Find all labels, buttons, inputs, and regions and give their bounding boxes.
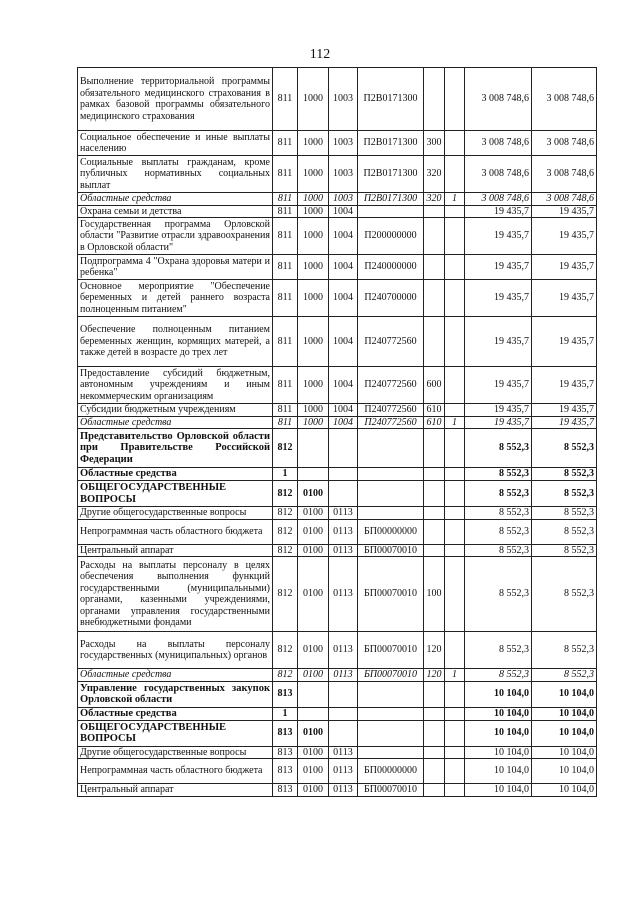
row-sum-2: 8 552,3: [532, 429, 597, 468]
row-podrazdel-code: 0113: [329, 759, 358, 784]
row-sum-2: 3 008 748,6: [532, 193, 597, 206]
row-source-code: [445, 468, 465, 481]
row-sum-2: 10 104,0: [532, 746, 597, 759]
table-row: [78, 557, 597, 632]
page-number: 112: [309, 47, 331, 62]
row-vedomstvo-code: 811: [273, 193, 298, 206]
row-sum-1: 10 104,0: [465, 720, 532, 746]
row-vedomstvo-code: 813: [273, 759, 298, 784]
row-vedomstvo-code: 811: [273, 404, 298, 417]
row-razdel-code: [298, 681, 329, 707]
row-podrazdel-code: 1004: [329, 416, 358, 429]
row-vedomstvo-code: 811: [273, 416, 298, 429]
row-name: Охрана семьи и детства: [78, 205, 273, 218]
row-sum-2: 8 552,3: [532, 669, 597, 682]
row-name: Областные средства: [78, 468, 273, 481]
row-expense-type-code: [424, 507, 445, 520]
row-podrazdel-code: 0113: [329, 507, 358, 520]
row-target-article-code: [358, 720, 424, 746]
row-expense-type-code: [424, 544, 445, 557]
row-target-article-code: БП00070010: [358, 784, 424, 797]
row-expense-type-code: [424, 317, 445, 367]
row-sum-2: 10 104,0: [532, 759, 597, 784]
row-podrazdel-code: 1003: [329, 156, 358, 193]
row-vedomstvo-code: 811: [273, 367, 298, 404]
row-target-article-code: П240772560: [358, 317, 424, 367]
row-sum-1: 10 104,0: [465, 746, 532, 759]
row-vedomstvo-code: 811: [273, 205, 298, 218]
row-name: Непрограммная часть областного бюджета: [78, 519, 273, 544]
row-name: Расходы на выплаты персоналу государственных (муниципальных) органов: [78, 632, 273, 669]
row-source-code: [445, 317, 465, 367]
row-name: Подпрограмма 4 "Охрана здоровья матери и ребенка": [78, 255, 273, 280]
row-sum-1: 8 552,3: [465, 544, 532, 557]
row-sum-1: 19 435,7: [465, 317, 532, 367]
row-podrazdel-code: [329, 681, 358, 707]
row-sum-2: 19 435,7: [532, 280, 597, 317]
row-vedomstvo-code: 811: [273, 68, 298, 131]
row-sum-1: 10 104,0: [465, 784, 532, 797]
row-razdel-code: 1000: [298, 404, 329, 417]
row-target-article-code: П2В0171300: [358, 193, 424, 206]
row-vedomstvo-code: 812: [273, 519, 298, 544]
row-podrazdel-code: 1004: [329, 280, 358, 317]
table-row: [78, 544, 597, 557]
row-sum-2: 19 435,7: [532, 205, 597, 218]
row-target-article-code: [358, 707, 424, 720]
row-razdel-code: 1000: [298, 280, 329, 317]
row-expense-type-code: 300: [424, 131, 445, 156]
table-row: [78, 131, 597, 156]
row-expense-type-code: 100: [424, 557, 445, 632]
row-podrazdel-code: 0113: [329, 519, 358, 544]
row-target-article-code: П240772560: [358, 416, 424, 429]
row-sum-1: 19 435,7: [465, 404, 532, 417]
row-expense-type-code: 120: [424, 669, 445, 682]
row-expense-type-code: [424, 481, 445, 507]
row-podrazdel-code: 1003: [329, 193, 358, 206]
row-razdel-code: 1000: [298, 416, 329, 429]
row-target-article-code: [358, 681, 424, 707]
row-vedomstvo-code: 1: [273, 707, 298, 720]
row-sum-2: 8 552,3: [532, 557, 597, 632]
row-source-code: [445, 131, 465, 156]
row-expense-type-code: [424, 707, 445, 720]
row-name: Основное мероприятие "Обеспечение беременных и детей раннего возраста полноценным питанием": [78, 280, 273, 317]
row-razdel-code: 1000: [298, 193, 329, 206]
row-target-article-code: П240772560: [358, 404, 424, 417]
row-source-code: [445, 156, 465, 193]
row-vedomstvo-code: 811: [273, 255, 298, 280]
row-sum-2: 19 435,7: [532, 404, 597, 417]
table-row: [78, 218, 597, 255]
row-vedomstvo-code: 813: [273, 720, 298, 746]
row-name: Областные средства: [78, 193, 273, 206]
row-expense-type-code: [424, 280, 445, 317]
row-sum-1: 8 552,3: [465, 507, 532, 520]
row-target-article-code: БП00000000: [358, 519, 424, 544]
row-source-code: [445, 507, 465, 520]
row-expense-type-code: [424, 68, 445, 131]
row-razdel-code: 0100: [298, 481, 329, 507]
row-sum-1: 8 552,3: [465, 481, 532, 507]
row-razdel-code: 0100: [298, 669, 329, 682]
row-source-code: [445, 255, 465, 280]
row-source-code: [445, 218, 465, 255]
row-sum-2: 19 435,7: [532, 218, 597, 255]
row-name: Субсидии бюджетным учреждениям: [78, 404, 273, 417]
row-name: Областные средства: [78, 669, 273, 682]
budget-table: [77, 67, 597, 797]
table-row: [78, 468, 597, 481]
row-expense-type-code: 610: [424, 416, 445, 429]
row-source-code: [445, 707, 465, 720]
table-row: [78, 404, 597, 417]
row-sum-2: 19 435,7: [532, 255, 597, 280]
table-row: [78, 746, 597, 759]
row-vedomstvo-code: 811: [273, 218, 298, 255]
table-row: [78, 632, 597, 669]
row-target-article-code: [358, 481, 424, 507]
row-target-article-code: П240000000: [358, 255, 424, 280]
row-razdel-code: 1000: [298, 255, 329, 280]
row-name: Центральный аппарат: [78, 784, 273, 797]
row-sum-1: 8 552,3: [465, 429, 532, 468]
row-podrazdel-code: [329, 707, 358, 720]
row-podrazdel-code: 0113: [329, 557, 358, 632]
table-row: [78, 156, 597, 193]
row-podrazdel-code: 0113: [329, 746, 358, 759]
row-expense-type-code: [424, 759, 445, 784]
row-sum-1: 8 552,3: [465, 632, 532, 669]
table-row: [78, 507, 597, 520]
row-podrazdel-code: 0113: [329, 632, 358, 669]
row-name: ОБЩЕГОСУДАРСТВЕННЫЕ ВОПРОСЫ: [78, 481, 273, 507]
row-sum-1: 19 435,7: [465, 205, 532, 218]
row-target-article-code: [358, 746, 424, 759]
row-razdel-code: 0100: [298, 720, 329, 746]
row-name: Представительство Орловской области при Правительстве Российской Федерации: [78, 429, 273, 468]
row-podrazdel-code: 0113: [329, 544, 358, 557]
row-razdel-code: 1000: [298, 131, 329, 156]
row-sum-2: 10 104,0: [532, 681, 597, 707]
row-podrazdel-code: [329, 481, 358, 507]
row-sum-2: 3 008 748,6: [532, 131, 597, 156]
row-source-code: [445, 557, 465, 632]
row-podrazdel-code: 1004: [329, 255, 358, 280]
row-vedomstvo-code: 812: [273, 669, 298, 682]
row-vedomstvo-code: 813: [273, 784, 298, 797]
row-sum-1: 3 008 748,6: [465, 131, 532, 156]
row-vedomstvo-code: 812: [273, 481, 298, 507]
table-row: [78, 519, 597, 544]
row-vedomstvo-code: 811: [273, 317, 298, 367]
row-name: ОБЩЕГОСУДАРСТВЕННЫЕ ВОПРОСЫ: [78, 720, 273, 746]
row-source-code: 1: [445, 193, 465, 206]
row-target-article-code: БП00070010: [358, 632, 424, 669]
row-name: Обеспечение полноценным питанием беременных женщин, кормящих матерей, а также детей в возрасте до трех лет: [78, 317, 273, 367]
row-source-code: [445, 429, 465, 468]
row-sum-2: 8 552,3: [532, 544, 597, 557]
table-row: [78, 193, 597, 206]
row-source-code: [445, 681, 465, 707]
row-vedomstvo-code: 811: [273, 156, 298, 193]
row-podrazdel-code: [329, 429, 358, 468]
row-podrazdel-code: 0113: [329, 784, 358, 797]
row-sum-2: 3 008 748,6: [532, 68, 597, 131]
row-sum-1: 19 435,7: [465, 416, 532, 429]
row-expense-type-code: 600: [424, 367, 445, 404]
row-sum-2: 8 552,3: [532, 507, 597, 520]
table-row: [78, 759, 597, 784]
row-expense-type-code: [424, 429, 445, 468]
row-sum-1: 19 435,7: [465, 218, 532, 255]
row-target-article-code: П2В0171300: [358, 131, 424, 156]
row-name: Областные средства: [78, 707, 273, 720]
row-razdel-code: 1000: [298, 367, 329, 404]
row-razdel-code: 0100: [298, 632, 329, 669]
table-row: [78, 205, 597, 218]
table-row: [78, 255, 597, 280]
table-row: [78, 720, 597, 746]
row-sum-1: 3 008 748,6: [465, 156, 532, 193]
row-vedomstvo-code: 812: [273, 544, 298, 557]
row-podrazdel-code: 1004: [329, 367, 358, 404]
row-target-article-code: БП00000000: [358, 759, 424, 784]
row-vedomstvo-code: 1: [273, 468, 298, 481]
row-vedomstvo-code: 812: [273, 557, 298, 632]
table-row: [78, 784, 597, 797]
row-source-code: [445, 720, 465, 746]
row-target-article-code: [358, 507, 424, 520]
row-expense-type-code: [424, 519, 445, 544]
row-vedomstvo-code: 813: [273, 681, 298, 707]
row-expense-type-code: 120: [424, 632, 445, 669]
row-razdel-code: 0100: [298, 519, 329, 544]
row-target-article-code: [358, 205, 424, 218]
row-source-code: [445, 784, 465, 797]
row-sum-2: 10 104,0: [532, 707, 597, 720]
row-name: Управление государственных закупок Орловской области: [78, 681, 273, 707]
row-expense-type-code: [424, 746, 445, 759]
table-row: [78, 429, 597, 468]
table-row: [78, 416, 597, 429]
row-podrazdel-code: 0113: [329, 669, 358, 682]
row-razdel-code: [298, 468, 329, 481]
row-sum-2: 10 104,0: [532, 784, 597, 797]
row-source-code: 1: [445, 669, 465, 682]
row-razdel-code: 0100: [298, 557, 329, 632]
row-target-article-code: [358, 468, 424, 481]
row-razdel-code: [298, 707, 329, 720]
row-name: Социальное обеспечение и иные выплаты населению: [78, 131, 273, 156]
row-razdel-code: [298, 429, 329, 468]
row-sum-1: 8 552,3: [465, 557, 532, 632]
row-name: Социальные выплаты гражданам, кроме публичных нормативных социальных выплат: [78, 156, 273, 193]
budget-table-body: [78, 68, 597, 797]
row-source-code: [445, 519, 465, 544]
row-sum-1: 8 552,3: [465, 519, 532, 544]
row-sum-2: 8 552,3: [532, 468, 597, 481]
row-source-code: [445, 404, 465, 417]
row-sum-1: 10 104,0: [465, 707, 532, 720]
row-expense-type-code: [424, 784, 445, 797]
row-sum-2: 8 552,3: [532, 519, 597, 544]
table-row: [78, 367, 597, 404]
row-expense-type-code: 320: [424, 193, 445, 206]
table-row: [78, 707, 597, 720]
row-razdel-code: 1000: [298, 205, 329, 218]
table-row: [78, 317, 597, 367]
row-vedomstvo-code: 813: [273, 746, 298, 759]
row-sum-2: 19 435,7: [532, 416, 597, 429]
row-sum-2: 19 435,7: [532, 367, 597, 404]
row-sum-2: 3 008 748,6: [532, 156, 597, 193]
row-expense-type-code: [424, 255, 445, 280]
row-razdel-code: 1000: [298, 218, 329, 255]
row-podrazdel-code: [329, 720, 358, 746]
row-name: Предоставление субсидий бюджетным, автономным учреждениям и иным некоммерческим организациям: [78, 367, 273, 404]
row-vedomstvo-code: 811: [273, 131, 298, 156]
table-row: [78, 681, 597, 707]
row-sum-1: 3 008 748,6: [465, 68, 532, 131]
row-sum-1: 10 104,0: [465, 759, 532, 784]
row-name: Другие общегосударственные вопросы: [78, 507, 273, 520]
row-name: Центральный аппарат: [78, 544, 273, 557]
row-source-code: [445, 68, 465, 131]
table-row: [78, 669, 597, 682]
row-razdel-code: 1000: [298, 156, 329, 193]
row-source-code: [445, 544, 465, 557]
row-target-article-code: БП00070010: [358, 557, 424, 632]
row-podrazdel-code: 1003: [329, 131, 358, 156]
row-sum-1: 19 435,7: [465, 280, 532, 317]
row-expense-type-code: [424, 681, 445, 707]
row-source-code: [445, 759, 465, 784]
row-target-article-code: П200000000: [358, 218, 424, 255]
row-sum-2: 10 104,0: [532, 720, 597, 746]
row-razdel-code: 0100: [298, 784, 329, 797]
row-expense-type-code: [424, 720, 445, 746]
row-target-article-code: П2В0171300: [358, 68, 424, 131]
table-row: [78, 481, 597, 507]
row-source-code: [445, 746, 465, 759]
row-name: Расходы на выплаты персоналу в целях обеспечения выполнения функций государственными (муниципальными) органами, казенными учреждениями, органами управления государственными внебюджетными фондами: [78, 557, 273, 632]
row-name: Другие общегосударственные вопросы: [78, 746, 273, 759]
row-sum-1: 10 104,0: [465, 681, 532, 707]
row-razdel-code: 0100: [298, 507, 329, 520]
row-expense-type-code: [424, 218, 445, 255]
row-target-article-code: П240772560: [358, 367, 424, 404]
row-sum-1: 8 552,3: [465, 669, 532, 682]
row-source-code: 1: [445, 416, 465, 429]
row-expense-type-code: [424, 205, 445, 218]
row-sum-1: 3 008 748,6: [465, 193, 532, 206]
row-vedomstvo-code: 811: [273, 280, 298, 317]
row-target-article-code: БП00070010: [358, 544, 424, 557]
row-source-code: [445, 205, 465, 218]
table-row: [78, 68, 597, 131]
row-name: Непрограммная часть областного бюджета: [78, 759, 273, 784]
row-source-code: [445, 632, 465, 669]
row-podrazdel-code: 1004: [329, 205, 358, 218]
row-sum-1: 19 435,7: [465, 255, 532, 280]
row-source-code: [445, 280, 465, 317]
row-sum-2: 8 552,3: [532, 481, 597, 507]
row-name: Областные средства: [78, 416, 273, 429]
row-sum-1: 19 435,7: [465, 367, 532, 404]
row-sum-2: 19 435,7: [532, 317, 597, 367]
row-target-article-code: П240700000: [358, 280, 424, 317]
row-target-article-code: П2В0171300: [358, 156, 424, 193]
row-target-article-code: [358, 429, 424, 468]
table-row: [78, 280, 597, 317]
row-razdel-code: 1000: [298, 317, 329, 367]
row-source-code: [445, 481, 465, 507]
row-podrazdel-code: 1004: [329, 404, 358, 417]
row-podrazdel-code: [329, 468, 358, 481]
row-razdel-code: 0100: [298, 544, 329, 557]
row-razdel-code: 1000: [298, 68, 329, 131]
row-expense-type-code: [424, 468, 445, 481]
row-vedomstvo-code: 812: [273, 632, 298, 669]
row-name: Выполнение территориальной программы обязательного медицинского страхования в рамках базовой программы обязательного медицинского страхования: [78, 68, 273, 131]
row-podrazdel-code: 1003: [329, 68, 358, 131]
row-razdel-code: 0100: [298, 759, 329, 784]
row-name: Государственная программа Орловской области "Развитие отрасли здравоохранения в Орловской области": [78, 218, 273, 255]
row-sum-2: 8 552,3: [532, 632, 597, 669]
row-expense-type-code: 320: [424, 156, 445, 193]
row-sum-1: 8 552,3: [465, 468, 532, 481]
row-expense-type-code: 610: [424, 404, 445, 417]
row-source-code: [445, 367, 465, 404]
row-vedomstvo-code: 812: [273, 507, 298, 520]
row-target-article-code: БП00070010: [358, 669, 424, 682]
row-podrazdel-code: 1004: [329, 317, 358, 367]
row-podrazdel-code: 1004: [329, 218, 358, 255]
row-razdel-code: 0100: [298, 746, 329, 759]
row-vedomstvo-code: 812: [273, 429, 298, 468]
